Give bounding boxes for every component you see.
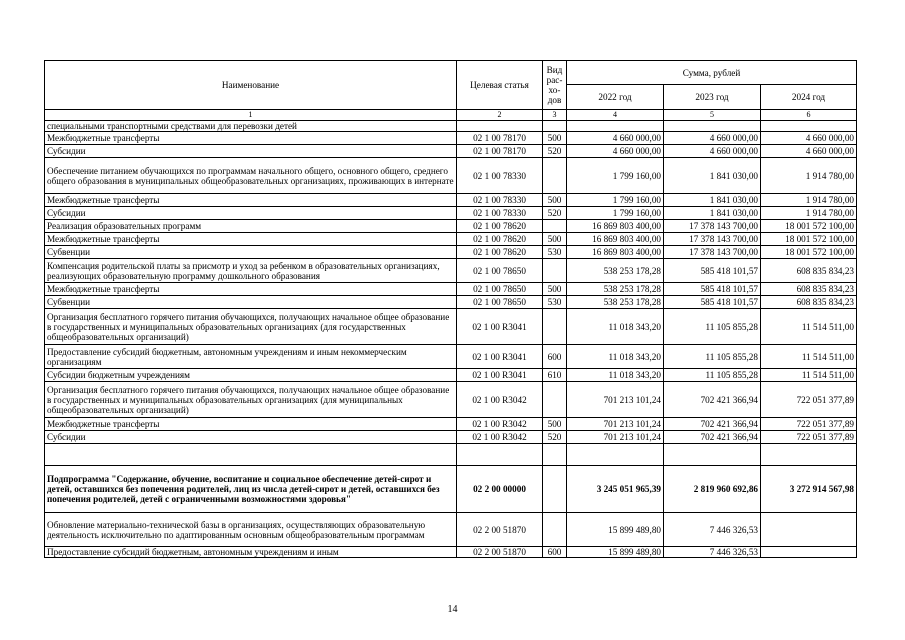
table-row: [45, 194, 857, 207]
row-name: Субсидии: [45, 207, 457, 220]
row-vid: 530: [543, 296, 567, 309]
row-value-2024: 11 514 511,00: [761, 345, 857, 369]
row-name: Межбюджетные трансферты: [45, 194, 457, 207]
table-row: [45, 369, 857, 382]
table-row: [45, 220, 857, 233]
row-value-2023: 17 378 143 700,00: [664, 233, 761, 246]
row-value-2022: [567, 121, 664, 132]
row-vid: [543, 121, 567, 132]
header-name: Наименование: [45, 61, 457, 110]
row-vid: 600: [543, 547, 567, 558]
header-target: Целевая статья: [457, 61, 543, 110]
col-num-3: 3: [543, 110, 567, 121]
row-value-2022: 11 018 343,20: [567, 345, 664, 369]
row-name: Компенсация родительской платы за присмотр и уход за ребенком в образовательных организациях, реализующих образовательную программу дошкольного образования: [45, 259, 457, 283]
table-row: [45, 309, 857, 345]
row-value-2024: 18 001 572 100,00: [761, 220, 857, 233]
row-vid: [543, 513, 567, 547]
row-value-2022: 11 018 343,20: [567, 369, 664, 382]
row-code: [457, 444, 543, 466]
row-code: 02 1 00 R3041: [457, 345, 543, 369]
row-value-2024: 608 835 834,23: [761, 259, 857, 283]
row-value-2023: 702 421 366,94: [664, 382, 761, 418]
row-name: Субсидии: [45, 431, 457, 444]
row-value-2022: 701 213 101,24: [567, 431, 664, 444]
row-value-2022: 16 869 803 400,00: [567, 220, 664, 233]
row-name: Организация бесплатного горячего питания обучающихся, получающих начальное общее образование в государственных и муниципальных образовательных организациях (для государственных общеобразовательных организаций): [45, 309, 457, 345]
table-row: [45, 418, 857, 431]
header-vid: Вид рас-хо-дов: [543, 61, 567, 110]
row-code: 02 1 00 78650: [457, 296, 543, 309]
row-vid: 500: [543, 194, 567, 207]
row-name: Подпрограмма "Содержание, обучение, воспитание и социальное обеспечение детей-сирот и детей, оставшихся без попечения родителей, лиц из числа детей-сирот и детей, оставшихся без попечения родителей, детей с ограниченными возможностями здоровья": [45, 466, 457, 513]
row-value-2023: 7 446 326,53: [664, 547, 761, 558]
row-name: Межбюджетные трансферты: [45, 132, 457, 145]
row-code: 02 1 00 78650: [457, 259, 543, 283]
row-name: Субвенции: [45, 246, 457, 259]
row-value-2024: 1 914 780,00: [761, 158, 857, 194]
row-vid: [543, 382, 567, 418]
row-name: Межбюджетные трансферты: [45, 418, 457, 431]
table-body: [45, 121, 857, 558]
row-value-2022: 1 799 160,00: [567, 158, 664, 194]
row-vid: 500: [543, 418, 567, 431]
table-row: [45, 283, 857, 296]
row-name: Реализация образовательных программ: [45, 220, 457, 233]
row-value-2024: 1 914 780,00: [761, 194, 857, 207]
row-value-2024: [761, 513, 857, 547]
row-value-2023: 702 421 366,94: [664, 418, 761, 431]
row-value-2022: 701 213 101,24: [567, 382, 664, 418]
row-vid: 530: [543, 246, 567, 259]
table-row: [45, 382, 857, 418]
table-row: [45, 132, 857, 145]
row-value-2024: 3 272 914 567,98: [761, 466, 857, 513]
table-row: [45, 121, 857, 132]
row-name: Обновление материально-технической базы в организациях, осуществляющих образовательную деятельность исключительно по адаптированным основным общеобразовательным программам: [45, 513, 457, 547]
row-name: Предоставление субсидий бюджетным, автономным учреждениям и иным некоммерческим организациям: [45, 345, 457, 369]
row-vid: 520: [543, 207, 567, 220]
row-vid: 610: [543, 369, 567, 382]
header-2023: 2023 год: [664, 85, 761, 110]
table-row: [45, 345, 857, 369]
row-value-2022: 1 799 160,00: [567, 194, 664, 207]
row-value-2024: 722 051 377,89: [761, 431, 857, 444]
row-value-2022: 538 253 178,28: [567, 283, 664, 296]
col-num-6: 6: [761, 110, 857, 121]
row-vid: [543, 309, 567, 345]
row-value-2024: [761, 547, 857, 558]
header-2022: 2022 год: [567, 85, 664, 110]
row-code: 02 1 00 78330: [457, 158, 543, 194]
row-name: Субвенции: [45, 296, 457, 309]
row-value-2022: 16 869 803 400,00: [567, 246, 664, 259]
row-name: [45, 444, 457, 466]
row-value-2022: 15 899 489,80: [567, 513, 664, 547]
row-code: 02 2 00 00000: [457, 466, 543, 513]
row-vid: 500: [543, 233, 567, 246]
row-code: 02 1 00 78620: [457, 233, 543, 246]
row-value-2022: 16 869 803 400,00: [567, 233, 664, 246]
row-code: 02 2 00 51870: [457, 547, 543, 558]
row-value-2022: 701 213 101,24: [567, 418, 664, 431]
row-value-2023: 17 378 143 700,00: [664, 246, 761, 259]
row-value-2022: 4 660 000,00: [567, 132, 664, 145]
row-code: 02 1 00 78170: [457, 145, 543, 158]
table-row: [45, 444, 857, 466]
col-num-5: 5: [664, 110, 761, 121]
row-code: 02 1 00 R3041: [457, 369, 543, 382]
table-row: [45, 431, 857, 444]
row-value-2023: 11 105 855,28: [664, 309, 761, 345]
row-vid: [543, 158, 567, 194]
col-num-2: 2: [457, 110, 543, 121]
row-name: Организация бесплатного горячего питания обучающихся, получающих начальное общее образование в государственных и муниципальных образовательных организациях (для муниципальных общеобразовательных организаций): [45, 382, 457, 418]
row-value-2023: 1 841 030,00: [664, 207, 761, 220]
row-value-2023: 585 418 101,57: [664, 259, 761, 283]
row-vid: 500: [543, 283, 567, 296]
row-code: 02 1 00 78650: [457, 283, 543, 296]
row-value-2024: 4 660 000,00: [761, 145, 857, 158]
row-name: Межбюджетные трансферты: [45, 233, 457, 246]
row-name: Обеспечение питанием обучающихся по программам начального общего, основного общего, среднего общего образования в муниципальных общеобразовательных организациях, проживающих в интернате: [45, 158, 457, 194]
row-name: Субсидии: [45, 145, 457, 158]
row-name: Субсидии бюджетным учреждениям: [45, 369, 457, 382]
row-value-2023: 2 819 960 692,86: [664, 466, 761, 513]
row-code: 02 1 00 R3041: [457, 309, 543, 345]
row-code: 02 1 00 R3042: [457, 418, 543, 431]
table-row: [45, 296, 857, 309]
row-vid: 500: [543, 132, 567, 145]
row-value-2023: [664, 121, 761, 132]
row-value-2024: [761, 444, 857, 466]
row-value-2023: 585 418 101,57: [664, 283, 761, 296]
row-value-2022: 4 660 000,00: [567, 145, 664, 158]
table-row: [45, 158, 857, 194]
row-value-2023: 1 841 030,00: [664, 158, 761, 194]
table-row: [45, 513, 857, 547]
row-value-2023: 4 660 000,00: [664, 132, 761, 145]
row-value-2023: 11 105 855,28: [664, 345, 761, 369]
header-2024: 2024 год: [761, 85, 857, 110]
row-value-2024: 722 051 377,89: [761, 382, 857, 418]
page-number: 14: [447, 604, 458, 615]
row-code: 02 1 00 78620: [457, 220, 543, 233]
row-value-2022: 3 245 051 965,39: [567, 466, 664, 513]
col-num-4: 4: [567, 110, 664, 121]
row-value-2022: 1 799 160,00: [567, 207, 664, 220]
row-value-2024: [761, 121, 857, 132]
row-value-2023: 702 421 366,94: [664, 431, 761, 444]
row-code: 02 1 00 78620: [457, 246, 543, 259]
row-value-2024: 608 835 834,23: [761, 283, 857, 296]
row-value-2023: 17 378 143 700,00: [664, 220, 761, 233]
row-value-2023: 7 446 326,53: [664, 513, 761, 547]
row-code: 02 2 00 51870: [457, 513, 543, 547]
row-value-2024: 1 914 780,00: [761, 207, 857, 220]
row-value-2022: 15 899 489,80: [567, 547, 664, 558]
table-row: [45, 466, 857, 513]
row-code: [457, 121, 543, 132]
row-vid: [543, 220, 567, 233]
row-code: 02 1 00 78330: [457, 194, 543, 207]
row-value-2022: 538 253 178,28: [567, 296, 664, 309]
table-row: [45, 145, 857, 158]
row-code: 02 1 00 78170: [457, 132, 543, 145]
row-vid: [543, 444, 567, 466]
col-num-1: 1: [45, 110, 457, 121]
row-vid: [543, 466, 567, 513]
row-value-2024: 608 835 834,23: [761, 296, 857, 309]
row-value-2023: 11 105 855,28: [664, 369, 761, 382]
row-code: 02 1 00 R3042: [457, 382, 543, 418]
row-value-2024: 18 001 572 100,00: [761, 233, 857, 246]
row-value-2023: 4 660 000,00: [664, 145, 761, 158]
table-row: [45, 246, 857, 259]
row-name: специальными транспортными средствами для перевозки детей: [45, 121, 457, 132]
row-vid: 520: [543, 145, 567, 158]
row-value-2024: 11 514 511,00: [761, 369, 857, 382]
row-name: Межбюджетные трансферты: [45, 283, 457, 296]
row-value-2023: 585 418 101,57: [664, 296, 761, 309]
row-vid: 600: [543, 345, 567, 369]
row-value-2022: 11 018 343,20: [567, 309, 664, 345]
row-code: 02 1 00 78330: [457, 207, 543, 220]
row-value-2024: 18 001 572 100,00: [761, 246, 857, 259]
header-sum: Сумма, рублей: [567, 61, 857, 85]
budget-table: [44, 60, 857, 558]
row-vid: [543, 259, 567, 283]
row-value-2022: 538 253 178,28: [567, 259, 664, 283]
table-row: [45, 233, 857, 246]
row-value-2022: [567, 444, 664, 466]
row-value-2023: 1 841 030,00: [664, 194, 761, 207]
row-value-2024: 722 051 377,89: [761, 418, 857, 431]
row-code: 02 1 00 R3042: [457, 431, 543, 444]
table-row: [45, 547, 857, 558]
row-value-2024: 11 514 511,00: [761, 309, 857, 345]
table-row: [45, 259, 857, 283]
row-vid: 520: [543, 431, 567, 444]
row-value-2023: [664, 444, 761, 466]
table-row: [45, 207, 857, 220]
row-value-2024: 4 660 000,00: [761, 132, 857, 145]
row-name: Предоставление субсидий бюджетным, автономным учреждениям и иным: [45, 547, 457, 558]
